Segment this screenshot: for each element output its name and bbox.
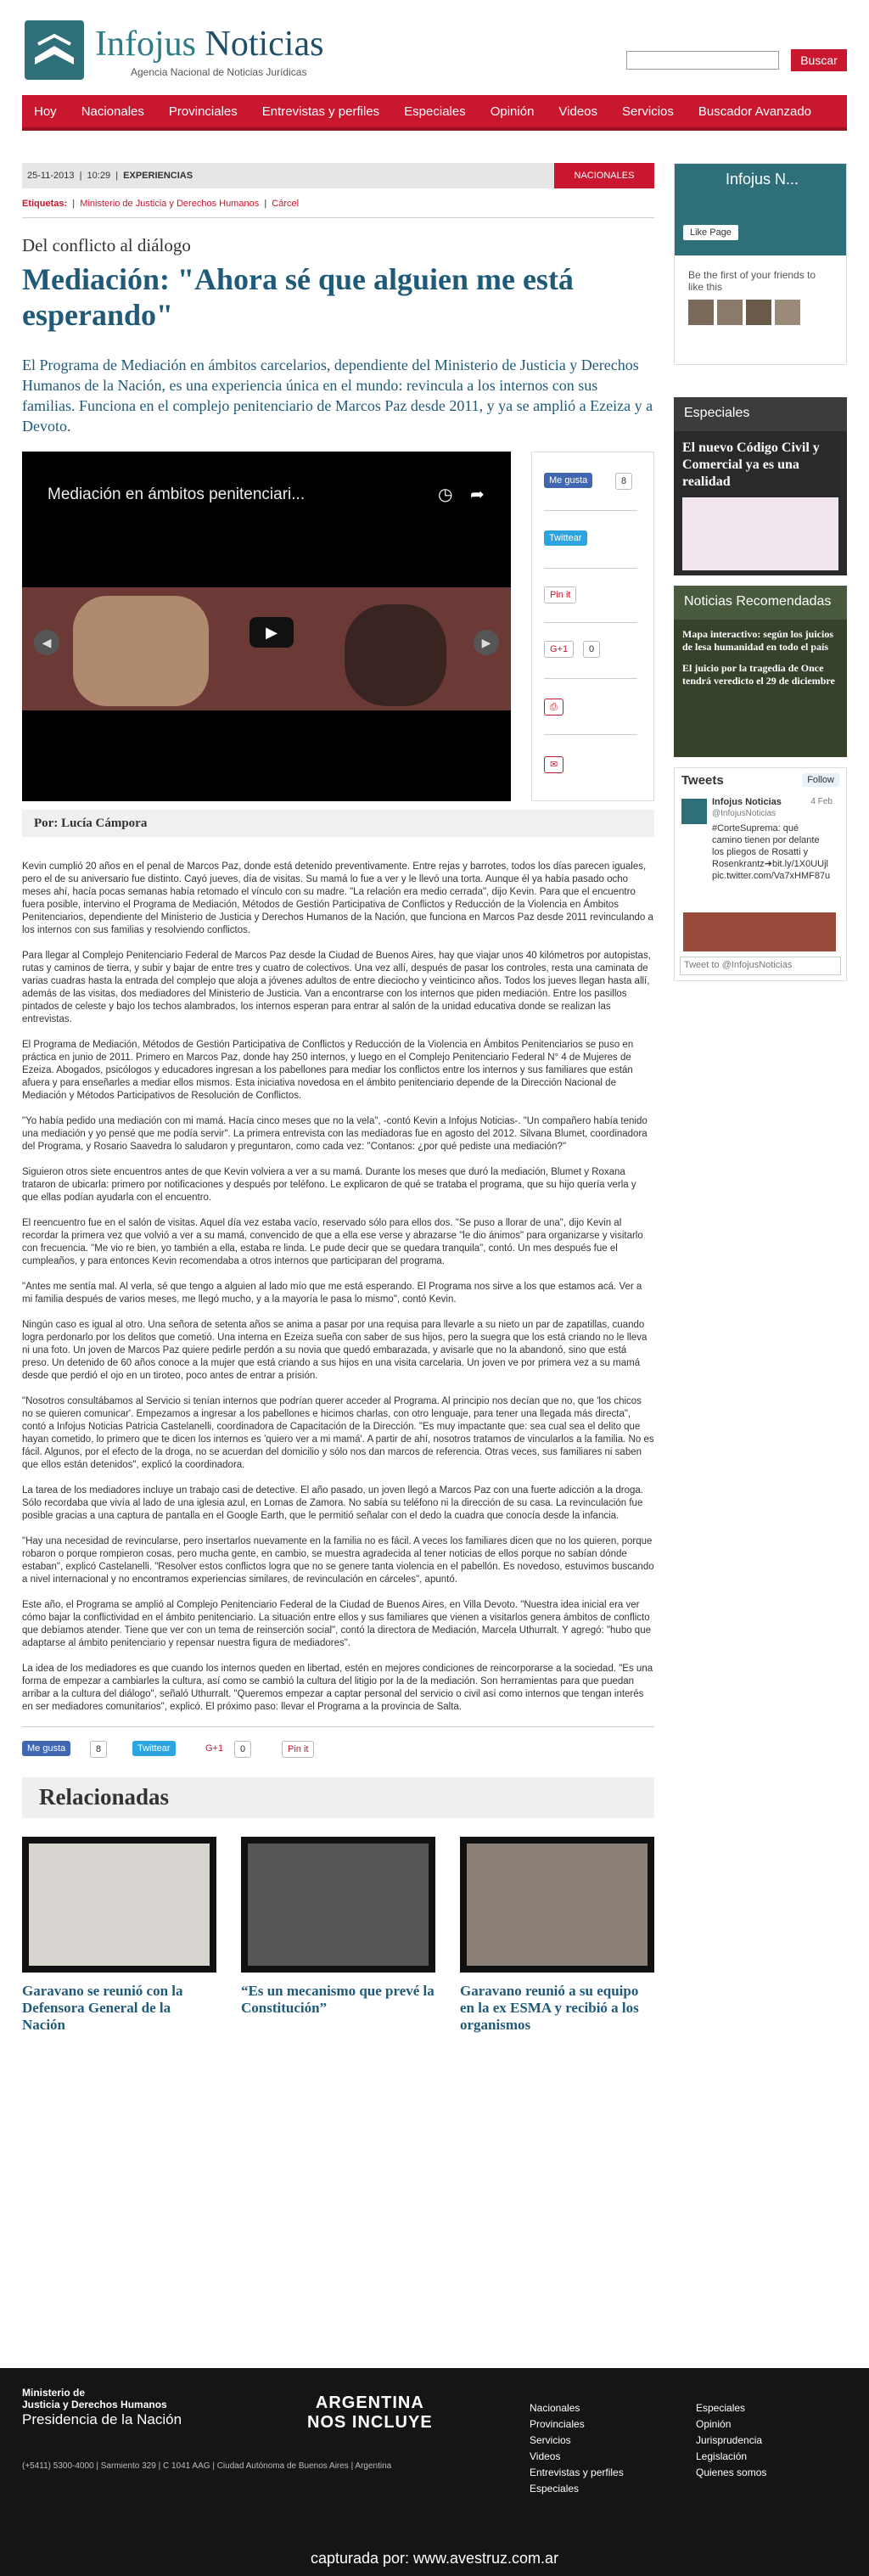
especiales-heading: Especiales (674, 397, 847, 431)
footer-argentina: ARGENTINA (315, 2394, 424, 2412)
article-title: Mediación: "Ahora sé que alguien me está esperando" (22, 262, 574, 332)
footer-link[interactable]: Entrevistas y perfiles (530, 2467, 624, 2478)
fb-like-count: 8 (90, 1741, 107, 1758)
recomendadas-heading: Noticias Recomendadas (674, 586, 847, 620)
nav-provinciales[interactable]: Provinciales (168, 104, 238, 119)
footer-link[interactable]: Nacionales (530, 2402, 580, 2414)
related-title[interactable]: Garavano reunió a su equipo en la ex ESMA y recibió a los organismos (460, 1983, 639, 2033)
article-category[interactable]: EXPERIENCIAS (123, 171, 193, 181)
nav-opinion[interactable]: Opinión (490, 104, 535, 119)
tweet-image[interactable] (683, 912, 836, 951)
paragraph: "Nosotros consultábamos al Servicio si tenían internos que podrían querer acceder al Programa. Al principio nos decían que no, que 'los chicos no se quieren comunicar'. Empezamos a ingresar a los pabellones e hicimos charlas, con otro lenguaje, para tener una llegada más directa", contó a Infojus Noticias Patricia Castelanelli, coordinadora de Capacitación de la Dirección. "Es muy impactante que: sea cual sea el delito que hayan cometido, lo primero que te dicen los internos es 'quiero ver a mi mamá'. A partir de ahí, nosotros tratamos de vincularlos a la familia. No es fácil. Algunos, por el efecto de la droga, no se acuerdan del domicilio y sólo nos dan marcos de referencia. Otras veces, sus familiares ni saben que ellos están detenidos", explicó la coordinadora. (22, 1396, 654, 1470)
paragraph: La idea de los mediadores es que cuando los internos queden en libertad, estén en mejores condiciones de reincorporarse a la sociedad. "Es una forma de empezar a cambiarles la cultura, así como se cambió la cultura del litigio por la de la mediación. Son herramientas para que puedan arribar a la cultura del diálogo", señaló Uthurralt. "Queremos empezar a captar personal del servicio o civil así como internos que tengan interés en ser mediadores comunitarios", explicó. El próximo paso: llevar el Programa a la provincia de Salta. (22, 1664, 653, 1712)
sidebar (674, 163, 847, 981)
paragraph: "Hay una necesidad de revincularse, pero insertarlos nuevamente en la familia no es fácil. A veces los familiares dicen que no los quieren, porque robaron o porque rompieron cosas, pero mucha gente, en cambio, se muestra agradecida al tener noticias de ellos porque no sabían dónde estaban", explicó Castelanelli. "Resolver estos conflictos logra que no se genere tanta violencia en el pabellón. Es novedoso, estuvimos buscando a nivel internacional y no encontramos experiencias similares, de revinculación en cárceles", apuntó. (22, 1536, 654, 1585)
paragraph: Siguieron otros siete encuentros antes de que Kevin volviera a ver a su mamá. Durante los meses que duró la mediación, Blumet y Roxana trataron de ubicarla: primero por notificaciones y después por teléfono. Le explicaron de qué se trataba el programa, que su hijo quería verla y que ellas podían ayudarla con el encuentro. (22, 1167, 636, 1203)
paragraph: "Antes me sentía mal. Al verla, sé que tengo a alguien al lado mío que me está esperando. El Programa nos sirve a los que estamos acá. Ver a mi familia después de varios meses, me llegó mucho, y a la mayoría le pasa lo mismo", contó Kevin. (22, 1282, 642, 1305)
twitter-date: 4 Feb (810, 797, 833, 806)
twitter-follow-button[interactable]: Follow (802, 773, 839, 787)
paragraph: Kevin cumplió 20 años en el penal de Marcos Paz, donde está detenido preventivamente. Entre rejas y barrotes, todos los días parecen iguales, pero el de su aniversario fue distinto. Cayó jueves, día de visitas. Su mamá lo fue a ver y le llevó una torta. Aunque él ya había pasado ocho meses ahí, hacía pocas semanas había retomado el vínculo con su madre. "La relación era medio cerrada", dijo Kevin. Para que el encuentro fuera posible, intervino el Programa de Mediación, Métodos de Gestión Participativa de Conflictos y Reducción de la Violencia en Ámbitos Penitenciarios, dependiente del Ministerio de Justicia y Derechos Humanos de la Nación, que funciona en Marcos Paz desde 2011 revinculando a los internos con sus familias y resolviendo conflictos. (22, 861, 653, 935)
footer (0, 2368, 869, 2576)
date-bar: 25-11-2013 | 10:29 | EXPERIENCIAS NACIONALES (22, 163, 654, 188)
related-image[interactable] (460, 1837, 654, 1973)
related-list (22, 1837, 654, 2034)
related-item[interactable] (22, 1837, 216, 2034)
footer-link[interactable]: Provinciales (530, 2418, 585, 2430)
tweet-text: #CorteSuprema: qué camino tienen por delante los pliegos de Rosatti y Rosenkrantz➜bit.ly/1X0UUjl pic.twitter.com/Va7xHMF87u (712, 823, 831, 881)
nav-buscador[interactable]: Buscador Avanzado (698, 104, 812, 119)
search-input[interactable] (626, 51, 779, 70)
paragraph: Ningún caso es igual al otro. Una señora de setenta años se anima a pasar por una requisa para llevarle a su nieto un par de zapatillas, cuando logra perdonarlo por los delitos que cometió. Una interna en Ezeiza sueña con saber de sus hijos, pero la suegra que los está criando no le lleva ni una foto. Un joven de Marcos Paz quiere pedirle perdón a su novia que quedó embarazada, y avisarle que no la abandonó, sino que está preso. Un detenido de 60 años conoce a la mujer que está criando a sus hijos en una visita carcelaria. Un joven ve por primera vez a su mamá desde que perdió el ojo en un tiroteo, poco antes de entrar a prisión. (22, 1320, 648, 1381)
clock-icon[interactable]: ◷ (438, 485, 453, 504)
gplus-button[interactable]: G+1 (544, 641, 574, 658)
related-item[interactable] (460, 1837, 654, 2034)
paragraph: El Programa de Mediación, Métodos de Gestión Participativa de Conflictos y Reducción de la Violencia en Ámbitos Penitenciarios se puso en práctica en junio de 2011. Primero en Marcos Paz, donde hay 250 internos, y luego en el Complejo Penitenciario Federal N° 4 de Mujeres de Ezeiza. Abogados, psicólogos y educadores ingresan a los pabellones para mediar los conflictos entre los internos y sus familiares que están afuera y para enseñarles a mediar ellos mismos. Esta iniciativa novedosa en el ámbito penitenciario depende de la Dirección Nacional de Mediación y Métodos Participativos de Resolución de Conflictos. (22, 1040, 634, 1101)
fb-like-button[interactable]: Me gusta (22, 1741, 70, 1756)
video-title[interactable]: Mediación en ámbitos penitenciari... (48, 485, 306, 503)
especiales-box (674, 397, 847, 575)
tags-label: Etiquetas: (22, 199, 68, 209)
especiales-title[interactable]: El nuevo Código Civil y Comercial ya es una realidad (682, 441, 820, 489)
footer-link[interactable]: Especiales (530, 2483, 580, 2495)
nav-videos[interactable]: Videos (558, 104, 598, 119)
nav-especiales[interactable]: Especiales (404, 104, 466, 119)
site-tagline: Agencia Nacional de Noticias Jurídicas (131, 66, 307, 78)
tweets-heading: Tweets (681, 773, 724, 788)
twitter-widget (674, 767, 847, 981)
related-heading: Relacionadas (22, 1777, 654, 1818)
related-title[interactable]: Garavano se reunió con la Defensora General de la Nación (22, 1983, 183, 2033)
nav-servicios[interactable]: Servicios (622, 104, 674, 119)
footer-link[interactable]: Jurisprudencia (696, 2434, 763, 2446)
related-title[interactable]: “Es un mecanismo que prevé la Constitución” (241, 1983, 434, 2016)
tags: Etiquetas: | Ministerio de Justicia y Derechos Humanos | Cárcel (22, 199, 654, 218)
capture-caption: capturada por: www.avestruz.com.ar (310, 2550, 559, 2567)
paragraph: Para llegar al Complejo Penitenciario Federal de Marcos Paz desde la Ciudad de Buenos Aires, hay que viajar unos 40 kilómetros por autopistas, rutas y caminos de tierra, y subir y bajar de entre tres y cuatro de colectivos. Una vez allí, después de pasar los controles, resta una caminata de varias cuadras hasta la entrada del complejo que aloja a jóvenes adultos de entre dieciocho y veinticinco años. Todos los jueves llegan hasta allí, además de las visitas, dos mediadores del Ministerio de Justicia. Van a encontrarse con los internos que piden mediación. Entre los pasillos pintados de celeste y bajo los techos alambrados, los internos esperan para entrar al salón de la unidad educativa donde se realizan las entrevistas. (22, 951, 651, 1024)
footer-link[interactable]: Quienes somos (696, 2467, 767, 2478)
nav-entrevistas[interactable]: Entrevistas y perfiles (261, 104, 380, 119)
article-date: 25-11-2013 (27, 171, 75, 181)
paragraph: "Yo había pedido una mediación con mi mamá. Hacía cinco meses que no la vela", -contó Kevin a Infojus Noticias-. "Un compañero había tenido una mediación y yo pensé que me podía servir". La primera entrevista con las mediadoras fue en agosto del 2012. Silvana Blumet, coordinadora del Programa, y Rosario Saavedra lo saludaron y preguntaron, como cada vez: "Contanos: ¿por qué pediste una mediación?" (22, 1116, 648, 1152)
twitter-handle[interactable]: @InfojusNoticias (712, 809, 776, 818)
nav-hoy[interactable]: Hoy (34, 104, 57, 119)
bottom-share-bar (22, 1726, 654, 1765)
next-arrow-icon[interactable]: ▶ (474, 630, 499, 655)
footer-link[interactable]: Especiales (696, 2402, 746, 2414)
footer-presidencia: Presidencia de la Nación (22, 2411, 182, 2427)
footer-link[interactable]: Opinión (696, 2418, 732, 2430)
article-time: 10:29 (87, 171, 111, 181)
logo-book-icon[interactable] (25, 20, 84, 80)
main-nav (22, 95, 847, 131)
article-body (22, 861, 654, 1714)
tweet-to-input[interactable]: Tweet to @InfojusNoticias (680, 957, 841, 975)
related-image[interactable] (241, 1837, 435, 1973)
pinit-button[interactable]: Pin it (282, 1741, 314, 1758)
print-icon[interactable]: ⎙ (544, 699, 563, 716)
prev-arrow-icon[interactable]: ◀ (34, 630, 59, 655)
footer-incluye: NOS INCLUYE (307, 2413, 433, 2432)
fb-like-button[interactable]: Me gusta (544, 473, 592, 488)
byline: Por: Lucía Cámpora (22, 810, 654, 837)
header (22, 0, 847, 95)
twitter-avatar[interactable] (681, 799, 707, 824)
footer-link[interactable]: Legislación (696, 2450, 748, 2462)
play-icon[interactable]: ▶ (249, 617, 294, 648)
fb-page-name[interactable]: Infojus N... (726, 171, 799, 188)
video-frame (22, 587, 511, 710)
article-kicker: Del conflicto al diálogo (22, 235, 191, 255)
gplus-button[interactable]: G+1 (205, 1743, 224, 1754)
share-arrow-icon[interactable]: ➦ (470, 485, 485, 504)
footer-ministry-1: Ministerio de (22, 2387, 86, 2399)
paragraph: El reencuentro fue en el salón de visitas. Aquel día vez estaba vacío, reservado sólo para ellos dos. "Se puso a llorar de una", dijo Kevin al recordar la primera vez que volvió a ver a su mamá, convencido de que a ella ese verse y abrazarse "le dio ánimos" para organizarse y visitarlo con frecuencia. "Me vio re bien, yo también a ella, estaba re linda. Le pude decir que se quedara tranquila", contó. Un mes después fue el cumpleaños, y para entonces Kevin recomendaba a otros internos que participaran del programa. (22, 1218, 643, 1266)
related-image[interactable] (22, 1837, 216, 1973)
tag-link[interactable]: Ministerio de Justicia y Derechos Humanos (80, 199, 260, 209)
email-icon[interactable]: ✉ (544, 756, 563, 773)
paragraph: La tarea de los mediadores incluye un trabajo casi de detective. El año pasado, un joven llegó a Marcos Paz con una fuerte adicción a la droga. Sólo recordaba que vivía al lado de una iglesia azul, en Lomas de Zamora. No sabía su teléfono ni la dirección de su casa. La revinculación fue posible gracias a una captura de pantalla en el Google Earth, que le permitió señalar con el dedo la cuadra que conocía desde la infancia. (22, 1485, 643, 1521)
tag-link[interactable]: Cárcel (272, 199, 300, 209)
media-block (22, 452, 654, 801)
pinit-button[interactable]: Pin it (544, 586, 576, 603)
footer-link[interactable]: Servicios (530, 2434, 571, 2446)
especiales-image[interactable] (682, 497, 838, 570)
search-button[interactable]: Buscar (791, 49, 847, 71)
fb-like-page-button[interactable]: Like Page (683, 225, 738, 240)
recommended-link[interactable]: Mapa interactivo: según los juicios de lesa humanidad en todo el país (682, 628, 833, 653)
article (22, 163, 654, 2034)
recommended-link[interactable]: El juicio por la tragedia de Once tendrá veredicto el 29 de diciembre (682, 662, 835, 687)
footer-address: (+5411) 5300-4000 | Sarmiento 329 | C 1041 AAG | Ciudad Autónoma de Buenos Aires | Argentina (22, 2461, 392, 2471)
article-lead: El Programa de Mediación en ámbitos carcelarios, dependiente del Ministerio de Justicia y Derechos Humanos de la Nación, es una experiencia única en el mundo: revincula a los internos con sus familias. Funciona en el complejo penitenciario de Marcos Paz desde 2011, y ya se amplió a Ezeiza y a Devoto. (22, 356, 653, 435)
paragraph: Este año, el Programa se amplió al Complejo Penitenciario Federal de la Ciudad de Buenos Aires, en Villa Devoto. "Nuestra idea inicial era ver cómo bajar la conflictividad en el ámbito penitenciario. La situación entre ellos y sus familiares que vienen a visitarlos genera ámbitos de conflicto que debíamos atender. Tiene que ver con un tema de reinserción social", contó la directora de Mediación, Marcela Uthurralt. Y agregó: "hubo que adaptarse al ámbito penitenciario y repensar nuestra figura de mediadores". (22, 1600, 651, 1648)
facebook-widget (674, 163, 847, 365)
tweet-button[interactable]: Twittear (132, 1741, 176, 1756)
fb-like-count: 8 (615, 473, 632, 490)
tweet-button[interactable]: Twittear (544, 530, 587, 546)
gplus-count: 0 (583, 641, 600, 658)
section-badge[interactable]: NACIONALES (554, 163, 654, 188)
footer-ministry-2: Justicia y Derechos Humanos (22, 2399, 167, 2410)
share-panel (531, 452, 654, 801)
nav-nacionales[interactable]: Nacionales (81, 104, 144, 119)
gplus-count: 0 (234, 1741, 251, 1758)
related-item[interactable] (241, 1837, 435, 2034)
site-logo[interactable]: Infojus Noticias (95, 25, 324, 64)
recomendadas-box (674, 586, 847, 757)
fb-text: Be the first of your friends to like this (688, 269, 816, 293)
video-player[interactable] (22, 452, 511, 801)
twitter-name[interactable]: Infojus Noticias (712, 797, 782, 807)
footer-link[interactable]: Videos (530, 2450, 561, 2462)
